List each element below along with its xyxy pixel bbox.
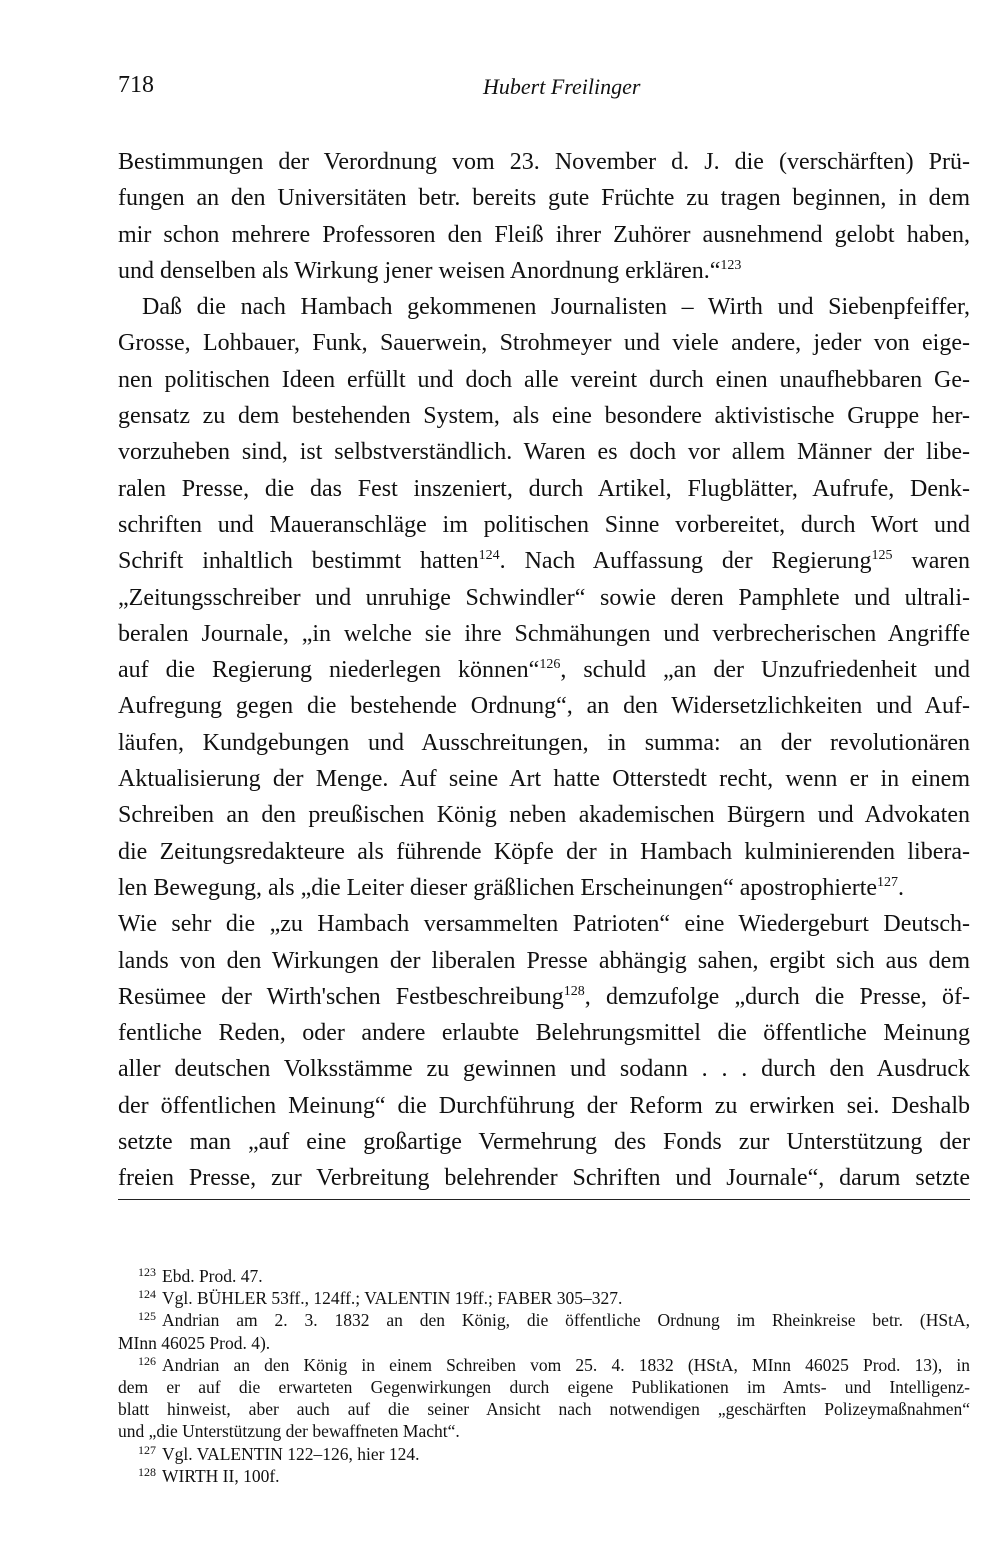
text-segment: len Bewegung, als „die Leiter dieser gräßlichen Erscheinungen“ apostrophierte: [118, 874, 878, 901]
text-segment: Resümee der Wirth'schen Festbeschreibung: [118, 983, 564, 1010]
text-line: [118, 652, 970, 688]
text-line: [118, 362, 970, 398]
text-segment: aller deutschen Volksstämme zu gewinnen und sodann . . . durch den Ausdruck: [118, 1056, 970, 1083]
text-line: [118, 1124, 970, 1160]
text-line: [118, 943, 970, 979]
text-segment: lands von den Wirkungen der liberalen Presse abhängig sahen, ergibt sich aus dem: [118, 947, 970, 974]
text-segment: auf die Regierung niederlegen können“: [118, 657, 540, 684]
page-header: [118, 72, 970, 104]
footnote-reference[interactable]: 128: [563, 983, 585, 999]
text-line: [118, 289, 970, 325]
text-segment: setzte man „auf eine großartige Vermehrung des Fonds zur Unterstützung der: [118, 1129, 970, 1156]
footnote-reference[interactable]: 126: [539, 657, 561, 673]
footnote-continuation: [118, 1420, 970, 1442]
text-segment: freien Presse, zur Verbreitung belehrender Schriften und Journale“, darum setzte: [118, 1165, 970, 1192]
text-segment: Wie sehr die „zu Hambach versammelten Patrioten“ eine Wiedergeburt Deutsch-: [118, 911, 970, 938]
text-segment: läufen, Kundgebungen und Ausschreitungen, in summa: an der revolutionären: [118, 729, 970, 756]
text-line: [118, 797, 970, 833]
text-segment: , schuld „an der Unzufriedenheit und: [560, 657, 970, 684]
footnote-number: 128: [138, 1464, 156, 1479]
footnote-number: 124: [138, 1287, 156, 1302]
footnote-text: blatt hinweist, aber auch auf die seiner Ansicht nach notwendigen „geschärften Polizeymaßnahmen“: [118, 1399, 970, 1420]
footnotes: [118, 1265, 970, 1487]
footnote-number: 123: [138, 1265, 156, 1279]
footnote-text: dem er auf die erwarteten Gegenwirkungen durch eigene Publikationen im Amts- und Intelligenz-: [118, 1376, 970, 1397]
text-segment: Bestimmungen der Verordnung vom 23. November d. J. die (verschärften) Prü-: [118, 149, 970, 175]
text-line: [118, 217, 970, 253]
text-line: [118, 761, 970, 797]
footnote-text: WIRTH II, 100f.: [162, 1465, 280, 1486]
footnote: [118, 1465, 970, 1487]
footnote: [118, 1354, 970, 1376]
text-segment: und denselben als Wirkung jener weisen Anordnung erklären.“: [118, 257, 721, 284]
footnote-text: und „die Unterstützung der bewaffneten Macht“.: [118, 1421, 460, 1442]
body-text: [118, 144, 970, 1197]
footnote: [118, 1443, 970, 1465]
text-line: [118, 507, 970, 543]
text-segment: Aktualisierung der Menge. Auf seine Art hatte Otterstedt recht, wenn er in einem: [118, 766, 970, 793]
text-segment: vorzuheben sind, ist selbstverständlich. Waren es doch vor allem Männer der libe-: [118, 439, 970, 466]
text-segment: nen politischen Ideen erfüllt und doch alle vereint durch einen unaufhebbaren Ge-: [118, 366, 970, 393]
text-segment: mir schon mehrere Professoren den Fleiß ihrer Zuhörer ausnehmend gelobt haben,: [118, 221, 970, 248]
text-segment: ralen Presse, die das Fest inszeniert, durch Artikel, Flugblätter, Aufrufe, Denk-: [118, 475, 970, 502]
footnote-continuation: [118, 1398, 970, 1420]
text-line: [118, 434, 970, 470]
text-segment: beralen Journale, „in welche sie ihre Schmähungen und verbrecherischen Angriffe: [118, 620, 970, 647]
text-line: [118, 834, 970, 870]
text-segment: fentliche Reden, oder andere erlaubte Belehrungsmittel die öffentliche Meinung: [118, 1020, 970, 1047]
text-line: [118, 1160, 970, 1196]
footnote-text: Ebd. Prod. 47.: [162, 1266, 263, 1286]
text-segment: fungen an den Universitäten betr. bereits gute Früchte zu tragen beginnen, in dem: [118, 185, 970, 212]
text-segment: Daß die nach Hambach gekommenen Journalisten – Wirth und Siebenpfeiffer,: [142, 294, 970, 321]
text-line: [118, 398, 970, 434]
text-line: [118, 1051, 970, 1087]
text-segment: gensatz zu dem bestehenden System, als eine besondere aktivistische Gruppe her-: [118, 403, 970, 430]
footnote-separator: [118, 1199, 970, 1200]
page-number: 718: [118, 72, 154, 98]
footnote-text: Andrian an den König in einem Schreiben vom 25. 4. 1832 (HStA, MInn 46025 Prod. 13), in: [162, 1354, 970, 1375]
footnote: [118, 1265, 970, 1287]
footnote-continuation: [118, 1376, 970, 1398]
text-line: [118, 1088, 970, 1124]
text-line: [118, 906, 970, 942]
footnote-text: Vgl. BÜHLER 53ff., 124ff.; VALENTIN 19ff.; FABER 305–327.: [162, 1288, 623, 1309]
text-segment: .: [898, 874, 905, 901]
footnote-text: Andrian am 2. 3. 1832 an den König, die öffentliche Ordnung im Rheinkreise betr. (HStA,: [162, 1310, 970, 1331]
text-line: [118, 543, 970, 579]
footnote-number: 125: [138, 1309, 156, 1324]
footnote: [118, 1309, 970, 1331]
running-head: Hubert Freilinger: [483, 74, 641, 99]
text-segment: die Zeitungsredakteure als führende Köpfe der in Hambach kulminierenden libera-: [118, 838, 970, 865]
text-line: [118, 616, 970, 652]
text-segment: Schreiben an den preußischen König neben akademischen Bürgern und Advokaten: [118, 802, 970, 829]
footnote-reference[interactable]: 127: [877, 874, 899, 890]
footnote-text: MInn 46025 Prod. 4).: [118, 1332, 271, 1353]
footnote-reference[interactable]: 123: [720, 257, 742, 273]
footnote-reference[interactable]: 124: [478, 548, 500, 564]
text-line: [118, 725, 970, 761]
text-line: [118, 325, 970, 361]
text-line: [118, 144, 970, 180]
text-line: [118, 253, 970, 289]
footnote-text: Vgl. VALENTIN 122–126, hier 124.: [162, 1443, 420, 1464]
footnote-number: 127: [138, 1442, 156, 1457]
text-segment: Grosse, Lohbauer, Funk, Sauerwein, Strohmeyer und viele andere, jeder von eige-: [118, 330, 970, 357]
text-line: [118, 870, 970, 906]
footnote-continuation: [118, 1332, 970, 1354]
text-segment: Aufregung gegen die bestehende Ordnung“, an den Widersetzlichkeiten und Auf-: [118, 693, 970, 720]
text-segment: schriften und Maueranschläge im politischen Sinne vorbereitet, durch Wort und: [118, 511, 970, 538]
text-segment: waren: [892, 548, 970, 575]
text-line: [118, 688, 970, 724]
text-segment: . Nach Auffassung der Regierung: [499, 548, 872, 575]
text-segment: „Zeitungsschreiber und unruhige Schwindler“ sowie deren Pamphlete und ultrali-: [118, 584, 970, 611]
text-segment: der öffentlichen Meinung“ die Durchführung der Reform zu erwirken sei. Deshalb: [118, 1092, 970, 1119]
text-segment: Schrift inhaltlich bestimmt hatten: [118, 548, 479, 575]
footnote-reference[interactable]: 125: [871, 548, 893, 564]
text-line: [118, 1015, 970, 1051]
text-line: [118, 580, 970, 616]
text-line: [118, 180, 970, 216]
text-line: [118, 979, 970, 1015]
text-line: [118, 471, 970, 507]
text-segment: , demzufolge „durch die Presse, öf-: [584, 983, 970, 1010]
footnote-number: 126: [138, 1353, 156, 1368]
footnote: [118, 1287, 970, 1309]
